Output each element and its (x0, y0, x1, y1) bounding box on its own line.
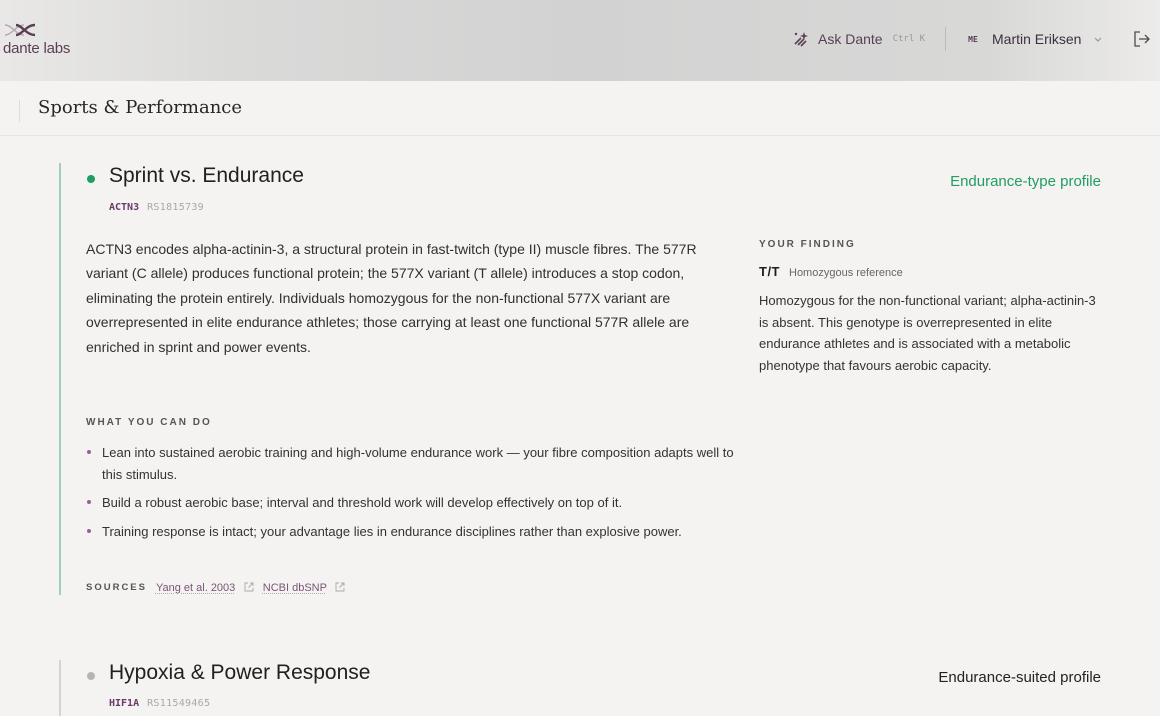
gene-symbol: HIF1A (109, 698, 140, 709)
bullet (87, 500, 91, 504)
card-accent-rule (59, 163, 61, 595)
header-divider (945, 27, 946, 51)
status-dot (87, 672, 95, 680)
source-link-text[interactable]: Yang et al. 2003 (155, 582, 236, 594)
todo-caption: WHAT YOU CAN DO (86, 417, 212, 428)
sources-row (86, 578, 345, 596)
sources-caption: SOURCES (86, 581, 147, 593)
page-title: Sports & Performance (38, 97, 243, 118)
user-menu[interactable] (962, 28, 1103, 50)
list-item (86, 492, 746, 514)
card-title: Hypoxia & Power Response (109, 661, 371, 684)
source-link-text[interactable]: NCBI dbSNP (262, 582, 327, 594)
card-accent-rule (59, 660, 61, 716)
finding-caption: YOUR FINDING (759, 239, 856, 250)
gene-line (109, 698, 210, 709)
gene-symbol: ACTN3 (109, 202, 140, 213)
todo-text: Lean into sustained aerobic training and high-volume endurance work — your fibre composition adapts well to this stimulus. (102, 445, 734, 482)
avatar: ME (968, 34, 978, 44)
bullet (87, 529, 91, 533)
external-link-icon (244, 582, 254, 592)
rsid: RS1815739 (147, 202, 204, 213)
finding-genotype-row (759, 264, 903, 279)
finding-text: Homozygous for the non-functional variant; alpha-actinin-3 is absent. This genotype is overrepresented in elite endurance athletes and is associated with a metabolic phenotype that favours aerobic capacity. (759, 293, 1096, 373)
source-link[interactable] (263, 578, 346, 596)
list-item (86, 521, 746, 543)
external-link-icon (335, 582, 345, 592)
logo-text: dante labs (3, 40, 71, 57)
dante-labs-logo[interactable] (2, 22, 82, 62)
todo-text: Training response is intact; your advantage lies in endurance disciplines rather than explosive power. (102, 523, 682, 539)
ask-dante-button[interactable] (792, 28, 925, 50)
genotype: T/T (759, 264, 780, 279)
todo-text: Build a robust aerobic base; interval and threshold work will develop effectively on top of it. (102, 495, 623, 510)
source-link[interactable] (156, 578, 254, 596)
bullet (87, 450, 91, 454)
sparkle-dna-icon (792, 30, 810, 48)
zygosity: Homozygous reference (789, 267, 903, 279)
ask-dante-label: Ask Dante (818, 31, 883, 47)
shortcut-hint: Ctrl K (892, 34, 926, 44)
chevron-down-icon (1093, 34, 1103, 44)
profile-badge: Endurance-suited profile (938, 669, 1101, 686)
dante-logo-icon (4, 22, 36, 38)
gene-line (109, 202, 204, 213)
rsid: RS11549465 (147, 698, 211, 709)
top-header (0, 0, 1160, 81)
status-dot (87, 175, 95, 183)
logout-icon[interactable] (1133, 31, 1151, 47)
profile-badge: Endurance-type profile (950, 173, 1101, 190)
section-divider (19, 100, 20, 122)
todo-list (86, 442, 746, 549)
card-title: Sprint vs. Endurance (109, 164, 304, 187)
card-description: ACTN3 encodes alpha-actinin-3, a structural protein in fast-twitch (type II) muscle fibres. The 577R variant (C allele) produces functional protein; the 577X variant (T allele) introduces a stop codon, eliminating the protein entirely. Individuals homozygous for the non-functional 577X variant are overrepresented in elite endurance athletes; those carrying at least one functional 577R allele are enriched in sprint and power events. (86, 241, 697, 355)
user-name: Martin Eriksen (992, 31, 1082, 47)
list-item (86, 442, 746, 485)
